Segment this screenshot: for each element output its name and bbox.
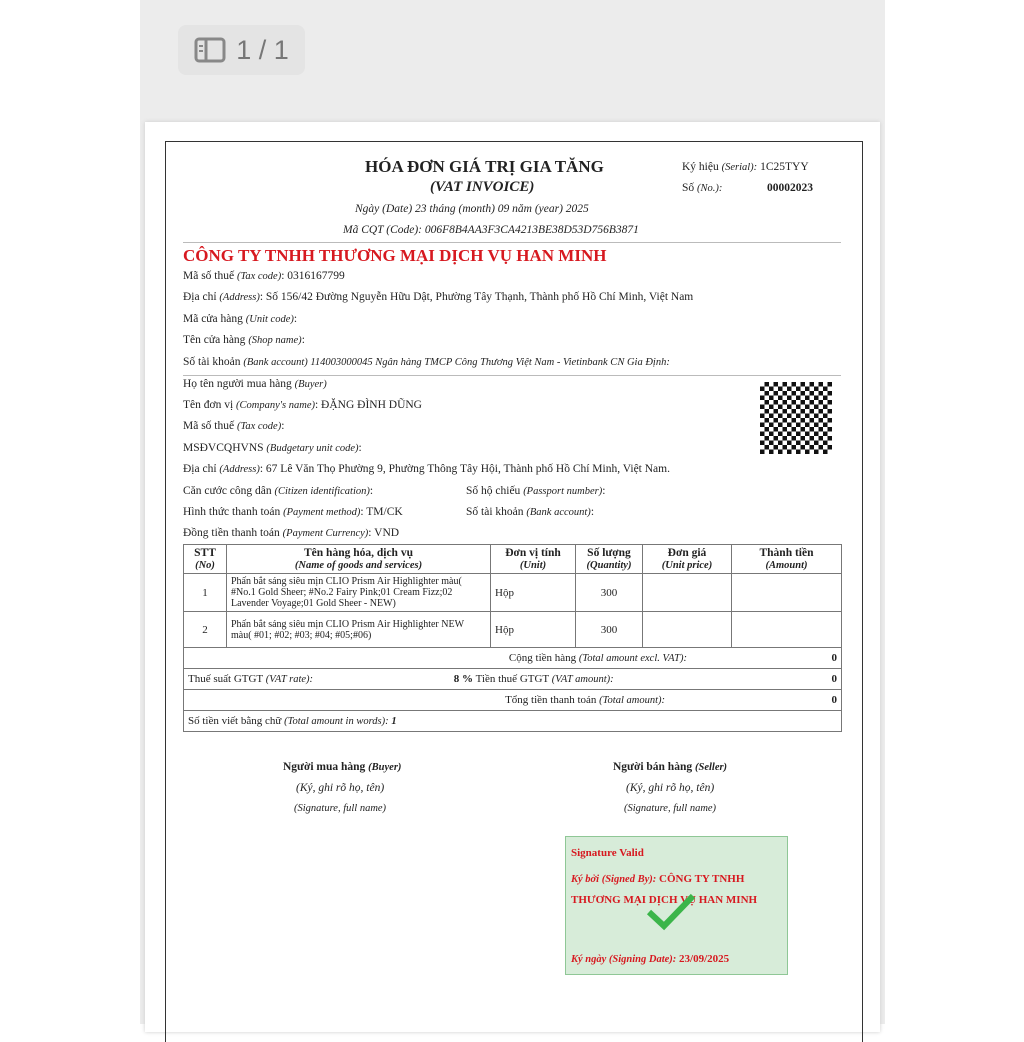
table-row: 1 Phấn bắt sáng siêu mịn CLIO Prism Air Highlighter màu( #No.1 Gold Sheer; #No.2 Fairy Pink;01 Cream Fizz;02 Lavender Voyage;01 Gold Sheer - NEW) Hộp 300 bbox=[184, 574, 842, 612]
col-price: Đơn giá (Unit price) bbox=[643, 545, 732, 574]
signature-status: Signature Valid bbox=[571, 847, 644, 859]
checkmark-icon bbox=[646, 892, 696, 932]
seller-field: Mã số thuế (Tax code): 0316167799 bbox=[183, 270, 345, 282]
buyer-field: MSĐVCQHVNS (Budgetary unit code): bbox=[183, 442, 362, 454]
serial-label-en: (Serial): bbox=[721, 162, 758, 173]
seller-field: Địa chỉ (Address): Số 156/42 Đường Nguyễn Hữu Dật, Phường Tây Thạnh, Thành phố Hồ Chí Minh, Việt Nam bbox=[183, 291, 694, 303]
buyer-field: Tên đơn vị (Company's name): ĐẶNG ĐÌNH DŨNG bbox=[183, 399, 422, 411]
invoice-date: Ngày (Date) 23 tháng (month) 09 năm (year) 2025 bbox=[355, 203, 589, 215]
table-row: 2 Phấn bắt sáng siêu mịn CLIO Prism Air Highlighter NEW màu( #01; #02; #03; #04; #05;#06) Hộp 300 bbox=[184, 612, 842, 648]
buyer-sign-hint: (Ký, ghi rõ họ, tên) bbox=[296, 782, 385, 794]
col-name: Tên hàng hóa, dịch vụ (Name of goods and services) bbox=[227, 545, 491, 574]
subtotal-row: Cộng tiền hàng (Total amount excl. VAT): 0 bbox=[184, 648, 842, 669]
buyer-sign-hint-en: (Signature, full name) bbox=[294, 803, 387, 814]
seller-sign-hint-en: (Signature, full name) bbox=[624, 803, 717, 814]
serial-value: 1C25TYY bbox=[760, 161, 809, 173]
seller-sign-hint: (Ký, ghi rõ họ, tên) bbox=[626, 782, 715, 794]
tax-authority-code: Mã CQT (Code): 006F8B4AA3F3CA4213BE38D53D756B3871 bbox=[343, 224, 639, 236]
page-indicator[interactable] bbox=[178, 25, 305, 75]
col-amount: Thành tiền (Amount) bbox=[732, 545, 842, 574]
buyer-field: Mã số thuế (Tax code): bbox=[183, 420, 285, 432]
buyer-field: Số tài khoản (Bank account): bbox=[466, 506, 595, 518]
serial-label: Ký hiệu bbox=[682, 161, 719, 173]
seller-signature-title: Người bán hàng (Seller) bbox=[613, 761, 728, 773]
invoice-number: 00002023 bbox=[767, 182, 813, 194]
signed-by-label: Ký bởi (Signed By): bbox=[571, 874, 657, 885]
buyer-field: Họ tên người mua hàng (Buyer) bbox=[183, 378, 327, 390]
buyer-field: Căn cước công dân (Citizen identification): bbox=[183, 485, 374, 497]
words-row: Số tiền viết bằng chữ (Total amount in words): 1 bbox=[184, 711, 842, 732]
seller-field: Mã cửa hàng (Unit code): bbox=[183, 313, 298, 325]
qr-code bbox=[760, 382, 832, 454]
signing-date-label: Ký ngày (Signing Date): bbox=[571, 954, 677, 965]
col-no: STT (No) bbox=[184, 545, 227, 574]
no-label: Số bbox=[682, 182, 695, 194]
signing-date: 23/09/2025 bbox=[679, 953, 730, 965]
invoice-subtitle: (VAT INVOICE) bbox=[430, 179, 535, 195]
total-row: Tổng tiền thanh toán (Total amount): 0 bbox=[184, 690, 842, 711]
buyer-field: Đồng tiền thanh toán (Payment Currency): VND bbox=[183, 527, 400, 539]
col-qty: Số lượng (Quantity) bbox=[576, 545, 643, 574]
signed-by-value: CÔNG TY TNHH THƯƠNG MẠI DỊCH VỤ HAN MINH bbox=[571, 873, 758, 906]
vat-row: Thuế suất GTGT (VAT rate): 8 % Tiền thuế GTGT (VAT amount): 0 bbox=[184, 669, 842, 690]
col-unit: Đơn vị tính (Unit) bbox=[491, 545, 576, 574]
goods-table bbox=[183, 544, 842, 732]
seller-field: Tên cửa hàng (Shop name): bbox=[183, 334, 305, 346]
buyer-field: Số hộ chiếu (Passport number): bbox=[466, 485, 606, 497]
sidebar-toggle-icon[interactable] bbox=[194, 37, 226, 63]
digital-signature-stamp[interactable] bbox=[565, 836, 788, 975]
no-label-en: (No.): bbox=[697, 183, 723, 194]
invoice-title: HÓA ĐƠN GIÁ TRỊ GIA TĂNG bbox=[365, 157, 604, 176]
page-count: 1 / 1 bbox=[236, 34, 289, 65]
buyer-field: Hình thức thanh toán (Payment method): TM/CK bbox=[183, 506, 403, 518]
buyer-field: Địa chỉ (Address): 67 Lê Văn Thọ Phường 9, Phường Thông Tây Hội, Thành phố Hồ Chí Minh, Việt Nam. bbox=[183, 463, 670, 475]
seller-field: Số tài khoản (Bank account) 114003000045 Ngân hàng TMCP Công Thương Việt Nam - Vietinbank CN Gia Định: bbox=[183, 356, 670, 368]
buyer-signature-title: Người mua hàng (Buyer) bbox=[283, 761, 402, 773]
seller-name: CÔNG TY TNHH THƯƠNG MẠI DỊCH VỤ HAN MINH bbox=[183, 246, 607, 265]
